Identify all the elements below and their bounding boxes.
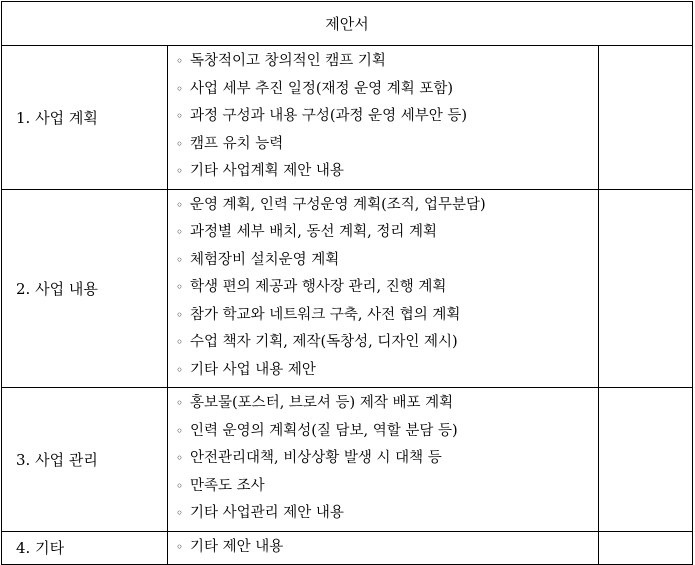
blank-cell bbox=[599, 531, 693, 565]
list-item bbox=[168, 302, 598, 330]
bullet-icon: ◦ bbox=[176, 478, 184, 493]
bullet-icon: ◦ bbox=[176, 307, 184, 322]
bullet-icon: ◦ bbox=[176, 335, 184, 349]
bullet-icon: ◦ bbox=[176, 396, 184, 410]
list-item bbox=[168, 274, 598, 302]
list-item bbox=[168, 473, 598, 501]
list-item bbox=[168, 500, 598, 528]
list-item bbox=[168, 48, 598, 76]
item-text: 과정 구성과 내용 구성(과정 운영 세부안 등) bbox=[190, 108, 468, 124]
section-label: 4. 기타 bbox=[2, 531, 168, 565]
bullet-icon: ◦ bbox=[176, 164, 184, 178]
item-text: 기타 사업관리 제안 내용 bbox=[190, 505, 344, 521]
item-text: 기타 사업계획 제안 내용 bbox=[190, 163, 344, 179]
bullet-icon: ◦ bbox=[176, 54, 184, 68]
list-item bbox=[168, 247, 598, 275]
section-label: 1. 사업 계획 bbox=[2, 46, 168, 190]
item-text: 운영 계획, 인력 구성운영 계획(조직, 업무분담) bbox=[190, 196, 486, 213]
document-title: 제안서 bbox=[2, 2, 693, 46]
section-label: 2. 사업 내용 bbox=[2, 189, 168, 388]
bullet-icon: ◦ bbox=[176, 81, 184, 96]
list-item bbox=[168, 192, 598, 220]
item-text: 사업 세부 추진 일정(재정 운영 계획 포함) bbox=[190, 80, 454, 97]
section-items bbox=[168, 388, 599, 532]
item-text: 학생 편의 제공과 행사장 관리, 진행 계획 bbox=[190, 279, 447, 295]
list-item bbox=[168, 418, 598, 446]
list-item bbox=[168, 357, 598, 385]
bullet-icon: ◦ bbox=[176, 136, 184, 151]
item-text: 과정별 세부 배치, 동선 계획, 정리 계획 bbox=[190, 224, 437, 240]
bullet-icon: ◦ bbox=[176, 362, 184, 377]
bullet-icon: ◦ bbox=[176, 252, 184, 267]
item-text: 기타 사업 내용 제안 bbox=[190, 361, 316, 378]
item-text: 체험장비 설치운영 계획 bbox=[190, 251, 340, 268]
list-item bbox=[168, 534, 598, 562]
bullet-icon: ◦ bbox=[176, 225, 184, 239]
blank-cell bbox=[599, 189, 693, 388]
bullet-icon: ◦ bbox=[176, 109, 184, 123]
item-text: 캠프 유치 능력 bbox=[190, 135, 284, 152]
item-text: 참가 학교와 네트워크 구축, 사전 협의 계획 bbox=[190, 306, 461, 323]
item-text: 홍보물(포스터, 브로셔 등) 제작 배포 계획 bbox=[190, 395, 454, 411]
blank-cell bbox=[599, 46, 693, 190]
section-items bbox=[168, 531, 599, 565]
title-row bbox=[2, 2, 693, 46]
list-item bbox=[168, 103, 598, 131]
list-item bbox=[168, 445, 598, 473]
list-item bbox=[168, 76, 598, 104]
bullet-icon: ◦ bbox=[176, 197, 184, 212]
list-item bbox=[168, 390, 598, 418]
section-items bbox=[168, 189, 599, 388]
bullet-icon: ◦ bbox=[176, 451, 184, 465]
section-row-business-content bbox=[2, 189, 693, 388]
item-text: 인력 운영의 계획성(질 담보, 역할 분담 등) bbox=[190, 422, 458, 439]
list-item bbox=[168, 219, 598, 247]
list-item bbox=[168, 158, 598, 186]
item-text: 수업 책자 기획, 제작(독창성, 디자인 제시) bbox=[190, 334, 458, 350]
bullet-icon: ◦ bbox=[176, 539, 184, 554]
blank-cell bbox=[599, 388, 693, 532]
proposal-table bbox=[1, 1, 693, 565]
list-item bbox=[168, 131, 598, 159]
bullet-icon: ◦ bbox=[176, 423, 184, 438]
item-text: 기타 제안 내용 bbox=[190, 538, 284, 555]
section-row-business-plan bbox=[2, 46, 693, 190]
section-items bbox=[168, 46, 599, 190]
list-item bbox=[168, 329, 598, 357]
item-text: 안전관리대책, 비상상황 발생 시 대책 등 bbox=[190, 450, 442, 466]
bullet-icon: ◦ bbox=[176, 506, 184, 520]
section-row-business-management bbox=[2, 388, 693, 532]
item-text: 독창적이고 창의적인 캠프 기획 bbox=[190, 53, 386, 69]
section-row-other bbox=[2, 531, 693, 565]
item-text: 만족도 조사 bbox=[190, 477, 265, 494]
bullet-icon: ◦ bbox=[176, 280, 184, 294]
section-label: 3. 사업 관리 bbox=[2, 388, 168, 532]
